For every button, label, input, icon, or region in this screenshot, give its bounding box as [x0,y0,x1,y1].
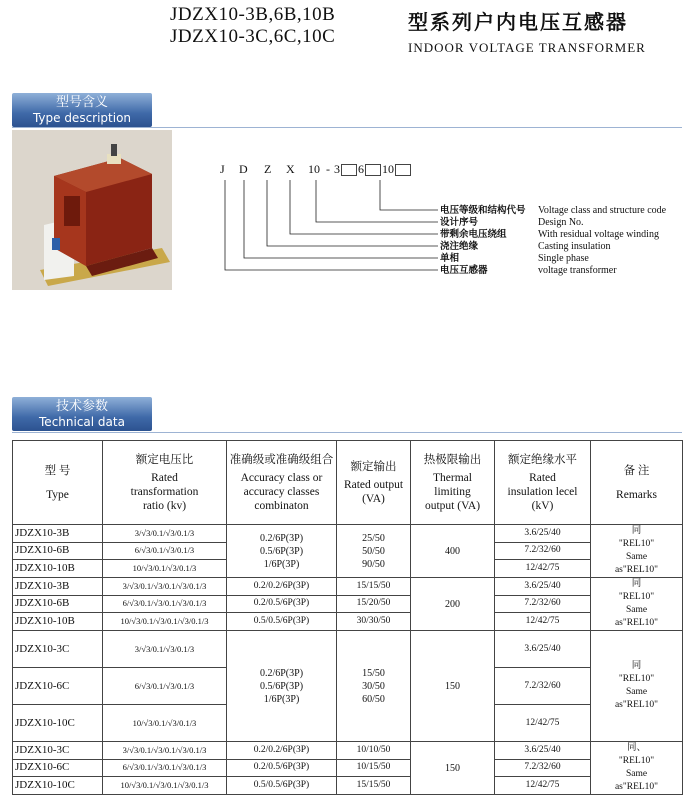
remarks-cell: 同 "REL10" Same as"REL10" [591,578,683,631]
ratio-cell: 6/√3/0.1/√3/0.1/√3/0.1/3 [103,759,227,777]
remarks-cell: 同、 "REL10" Same as"REL10" [591,742,683,795]
accuracy-cell: 0.2/0.5/6P(3P) [227,595,337,613]
section-divider [12,432,682,433]
legend-item-design-no: 设计序号 Design No. [440,217,584,228]
model-cell: JDZX10-6C [13,668,103,705]
code-j: J [220,162,225,176]
output-cell: 10/10/50 [337,742,411,760]
insulation-cell: 12/42/75 [495,705,591,742]
header-thermal: 热极限输出 Thermal limiting output (VA) [411,441,495,525]
remarks-cell: 同 "REL10" Same as"REL10" [591,525,683,578]
accuracy-cell: 0.5/0.5/6P(3P) [227,613,337,631]
code-voltage: 10 [308,162,320,176]
insulation-cell: 12/42/75 [495,560,591,578]
insulation-cell: 3.6/25/40 [495,525,591,543]
ratio-cell: 10/√3/0.1/√3/0.1/3 [103,705,227,742]
code-dash: - [326,162,330,176]
ratio-cell: 6/√3/0.1/√3/0.1/3 [103,542,227,560]
model-line-b: JDZX10-3B,6B,10B [170,4,336,25]
ratio-cell: 6/√3/0.1/√3/0.1/3 [103,668,227,705]
model-cell: JDZX10-10C [13,705,103,742]
insulation-cell: 7.2/32/60 [495,595,591,613]
table-row [13,742,683,760]
code-3: 3 [334,162,340,176]
insulation-cell: 7.2/32/60 [495,542,591,560]
code-6: 6 [358,162,364,176]
technical-data-tab-en: Technical data [39,415,125,429]
table-row [13,759,683,777]
model-cell: JDZX10-3B [13,578,103,596]
code-d: D [239,162,248,176]
code-10: 10 [382,162,394,176]
accuracy-cell: 0.2/6P(3P) 0.5/6P(3P) 1/6P(3P) [227,631,337,742]
ratio-cell: 3/√3/0.1/√3/0.1/3 [103,631,227,668]
type-description-tab-cn: 型号含义 [55,95,108,110]
output-cell: 15/20/50 [337,595,411,613]
ratio-cell: 6/√3/0.1/√3/0.1/√3/0.1/3 [103,595,227,613]
legend-item-voltage-class: 电压等级和结构代号 Voltage class and structure code [440,205,667,216]
ratio-cell: 10/√3/0.1/√3/0.1/3 [103,560,227,578]
output-cell: 15/15/50 [337,578,411,596]
page-title-en: INDOOR VOLTAGE TRANSFORMER [408,40,646,55]
table-header-row [13,441,683,525]
model-line-c: JDZX10-3C,6C,10C [170,26,336,47]
legend-item-residual-winding: 带剩余电压绕组 With residual voltage winding [440,229,659,240]
model-cell: JDZX10-10B [13,613,103,631]
technical-data-table [12,440,683,795]
table-row [13,777,683,795]
technical-data-tab-cn: 技术参数 [55,399,108,414]
insulation-cell: 3.6/25/40 [495,742,591,760]
output-cell: 15/15/50 [337,777,411,795]
model-cell: JDZX10-3C [13,631,103,668]
output-cell: 10/15/50 [337,759,411,777]
ratio-cell: 3/√3/0.1/√3/0.1/√3/0.1/3 [103,742,227,760]
accuracy-cell: 0.2/0.2/6P(3P) [227,742,337,760]
insulation-cell: 12/42/75 [495,613,591,631]
legend-item-casting: 浇注绝缘 Casting insulation [440,241,611,252]
output-cell: 15/50 30/50 60/50 [337,631,411,742]
remarks-cell: 同 "REL10" Same as"REL10" [591,631,683,742]
model-cell: JDZX10-3B [13,525,103,543]
output-cell: 30/30/50 [337,613,411,631]
header-output: 额定输出 Rated output (VA) [337,441,411,525]
accuracy-cell: 0.2/6P(3P) 0.5/6P(3P) 1/6P(3P) [227,525,337,578]
insulation-cell: 7.2/32/60 [495,759,591,777]
header-type: 型 号 Type [13,441,103,525]
legend-item-voltage-transformer: 电压互感器 voltage transformer [440,265,617,276]
table-row [13,631,683,668]
thermal-cell: 400 [411,525,495,578]
header-remarks: 备 注 Remarks [591,441,683,525]
table-row [13,613,683,631]
ratio-cell: 10/√3/0.1/√3/0.1/√3/0.1/3 [103,777,227,795]
accuracy-cell: 0.5/0.5/6P(3P) [227,777,337,795]
technical-data-tab [12,397,152,431]
model-cell: JDZX10-10B [13,560,103,578]
model-cell: JDZX10-6B [13,542,103,560]
code-z: Z [264,162,272,176]
insulation-cell: 3.6/25/40 [495,631,591,668]
type-code-leader-lines [0,0,694,300]
insulation-cell: 3.6/25/40 [495,578,591,596]
page-title-cn: 型系列户内电压互感器 [408,10,628,34]
table-row [13,525,683,543]
accuracy-cell: 0.2/0.2/6P(3P) [227,578,337,596]
table-row [13,595,683,613]
model-cell: JDZX10-3C [13,742,103,760]
header-insulation: 额定绝缘水平 Rated insulation lecel (kV) [495,441,591,525]
model-cell: JDZX10-6B [13,595,103,613]
model-cell: JDZX10-6C [13,759,103,777]
thermal-cell: 150 [411,631,495,742]
insulation-cell: 7.2/32/60 [495,668,591,705]
ratio-cell: 10/√3/0.1/√3/0.1/√3/0.1/3 [103,613,227,631]
output-cell: 25/50 50/50 90/50 [337,525,411,578]
table-row [13,578,683,596]
ratio-cell: 3/√3/0.1/√3/0.1/3 [103,525,227,543]
legend-item-single-phase: 单相 Single phase [440,253,589,264]
insulation-cell: 12/42/75 [495,777,591,795]
header-ratio: 额定电压比 Rated transformation ratio (kv) [103,441,227,525]
thermal-cell: 200 [411,578,495,631]
ratio-cell: 3/√3/0.1/√3/0.1/√3/0.1/3 [103,578,227,596]
accuracy-cell: 0.2/0.5/6P(3P) [227,759,337,777]
header-accuracy: 准确级或准确级组合 Accuracy class or accuracy classes combinaton [227,441,337,525]
code-x: X [286,162,295,176]
type-description-tab-en: Type description [32,111,132,125]
thermal-cell: 150 [411,742,495,795]
model-cell: JDZX10-10C [13,777,103,795]
